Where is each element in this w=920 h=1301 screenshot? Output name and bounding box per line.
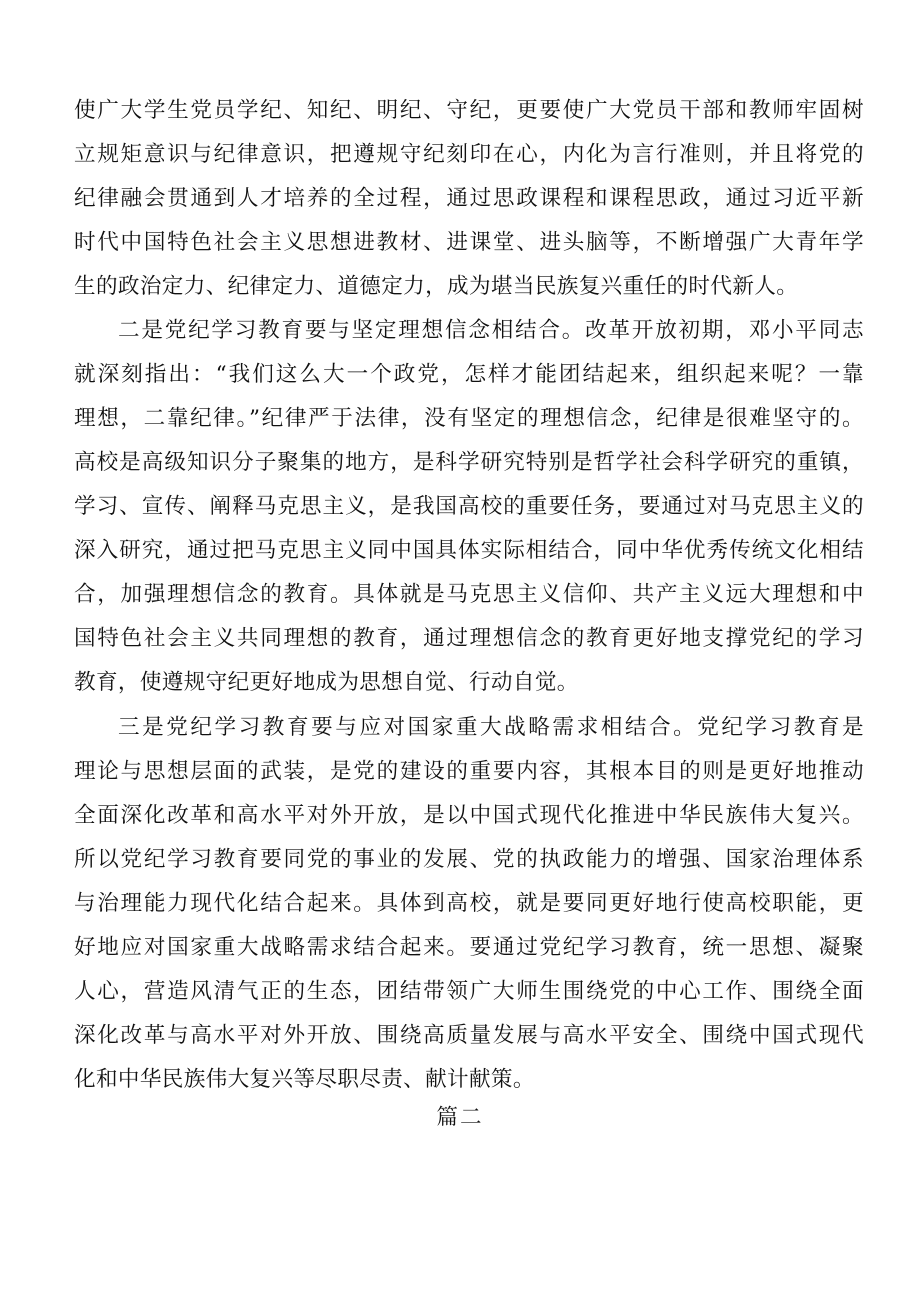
text-line: 好地应对国家重大战略需求结合起来。要通过党纪学习教育，统一思想、凝聚 [74,935,864,960]
text-line: 合，加强理想信念的教育。具体就是马克思主义信仰、共产主义远大理想和中 [74,582,864,607]
text-line: 学习、宣传、阐释马克思主义，是我国高校的重要任务，要通过对马克思主义的 [74,494,864,519]
text-line: 所以党纪学习教育要同党的事业的发展、党的执政能力的增强、国家治理体系 [74,847,864,872]
text-line: 立规矩意识与纪律意识，把遵规守纪刻印在心，内化为言行准则，并且将党的 [74,142,864,167]
text-line: 国特色社会主义共同理想的教育，通过理想信念的教育更好地支撑党纪的学习 [74,626,864,651]
text-line: 人心，营造风清气正的生态，团结带领广大师生围绕党的中心工作、围绕全面 [74,979,864,1004]
text-line: 就深刻指出：“我们这么大一个政党，怎样才能团结起来，组织起来呢？一靠 [74,362,864,387]
text-line: 纪律融会贯通到人才培养的全过程，通过思政课程和课程思政，通过习近平新 [74,186,864,211]
text-line: 与治理能力现代化结合起来。具体到高校，就是要同更好地行使高校职能，更 [74,891,864,916]
text-line: 理论与思想层面的武装，是党的建设的重要内容，其根本目的则是更好地推动 [74,759,864,784]
text-line: 高校是高级知识分子聚集的地方，是科学研究特别是哲学社会科学研究的重镇， [74,450,864,475]
text-line: 三是党纪学习教育要与应对国家重大战略需求相结合。党纪学习教育是 [118,715,864,740]
text-line: 时代中国特色社会主义思想进教材、进课堂、进头脑等，不断增强广大青年学 [74,230,864,255]
text-line: 生的政治定力、纪律定力、道德定力，成为堪当民族复兴重任的时代新人。 [74,274,799,299]
text-line: 理想，二靠纪律。”纪律严于法律，没有坚定的理想信念，纪律是很难坚守的。 [74,406,864,431]
text-line: 深化改革与高水平对外开放、围绕高质量发展与高水平安全、围绕中国式现代 [74,1023,864,1048]
text-line: 教育，使遵规守纪更好地成为思想自觉、行动自觉。 [74,670,579,695]
text-line: 深入研究，通过把马克思主义同中国具体实际相结合，同中华优秀传统文化相结 [74,538,864,563]
text-line: 使广大学生党员学纪、知纪、明纪、守纪，更要使广大党员干部和教师牢固树 [74,98,864,123]
text-line: 化和中华民族伟大复兴等尽职尽责、献计献策。 [74,1067,535,1092]
text-line: 二是党纪学习教育要与坚定理想信念相结合。改革开放初期，邓小平同志 [118,318,864,343]
text-line: 全面深化改革和高水平对外开放，是以中国式现代化推进中华民族伟大复兴。 [74,803,864,828]
section-title: 篇二 [436,1105,484,1130]
